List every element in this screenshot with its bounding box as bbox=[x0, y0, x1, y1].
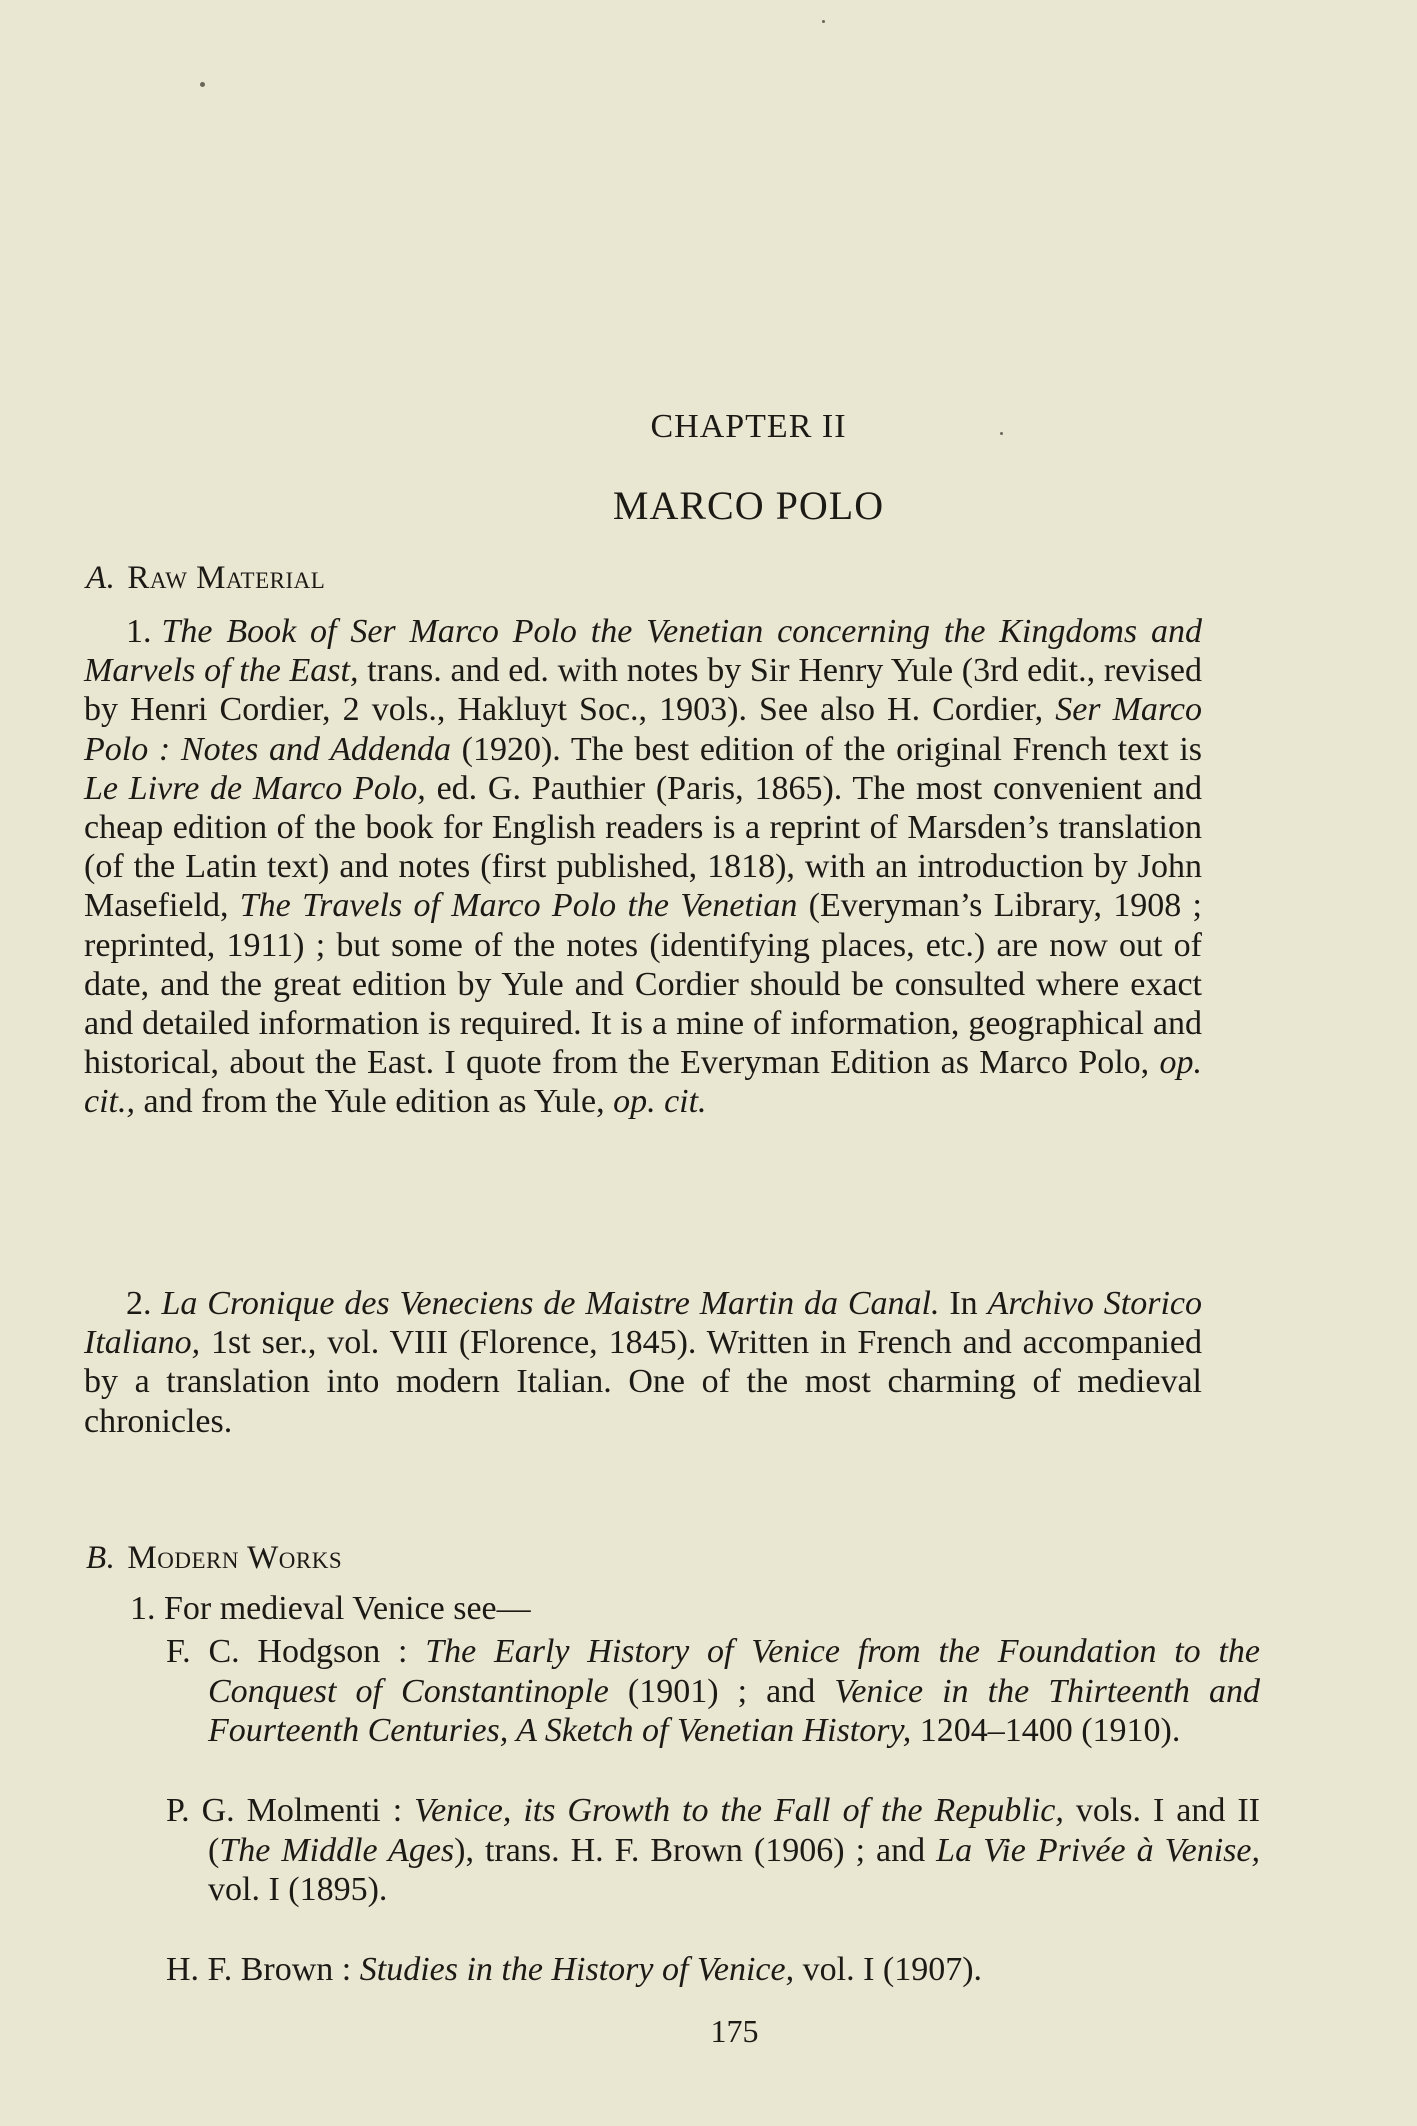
modern-works-subheading: 1. For medieval Venice see— bbox=[130, 1590, 531, 1627]
section-b-heading bbox=[86, 1540, 342, 1577]
bibliography-entry-hodgson bbox=[166, 1632, 1260, 1751]
entry-text: vol. I (1895). bbox=[208, 1871, 388, 1908]
entry-text: vols. I and II ( bbox=[208, 1792, 1260, 1869]
book-title: Studies in the History of Venice, bbox=[359, 1951, 795, 1988]
book-title: La Cronique des Veneciens de Maistre Martin da Canal. bbox=[161, 1285, 940, 1322]
book-title: Venice, its Growth to the Fall of the Republic, bbox=[414, 1792, 1064, 1829]
entry-text: ), trans. H. F. Brown (1906) ; and bbox=[454, 1831, 937, 1869]
item-number: 2. bbox=[126, 1285, 152, 1322]
item-number: 1. bbox=[126, 613, 152, 650]
item-text: (1920). The best edition of the original French text is bbox=[450, 730, 1203, 768]
author-name: P. G. Molmenti : bbox=[166, 1792, 415, 1829]
book-title: La Vie Privée à Venise, bbox=[936, 1831, 1260, 1869]
citation-abbrev: op. cit. bbox=[613, 1083, 707, 1121]
entry-text: vol. I (1907). bbox=[794, 1951, 983, 1988]
book-title: The Middle Ages bbox=[219, 1831, 455, 1869]
item-text: (Everyman’s Library, 1908 ; reprinted, 1911) ; but some of the notes (identifying places, etc.) are now out of date, and the great edition by Yule and Cordier should be consulted where exact and detailed information is required. It is a mine of information, geographical and historical, about the East. I quote from the Everyman Edition as Marco Polo, bbox=[84, 887, 1202, 1082]
section-a-letter: A. bbox=[86, 560, 116, 596]
bibliography-entry-brown bbox=[166, 1950, 1260, 1990]
citation-abbrev: op. cit., bbox=[84, 1044, 1202, 1121]
author-name: F. C. Hodgson : bbox=[166, 1633, 426, 1670]
item-text: In bbox=[939, 1285, 988, 1322]
raw-material-item-2 bbox=[84, 1284, 1202, 1441]
journal-title: Archivo Storico Italiano, bbox=[84, 1285, 1202, 1362]
paper-speck bbox=[200, 82, 205, 87]
paper-speck bbox=[822, 20, 825, 23]
page-number: 175 bbox=[710, 2013, 759, 2049]
book-title: The Book of Ser Marco Polo the Venetian concerning the Kingdoms and Marvels of the East, bbox=[84, 613, 1202, 690]
section-a-heading bbox=[86, 560, 325, 597]
book-title: The Travels of Marco Polo the Venetian bbox=[239, 887, 798, 925]
book-title: Ser Marco Polo : Notes and Addenda bbox=[84, 691, 1202, 768]
book-title: Le Livre de Marco Polo, bbox=[84, 769, 426, 807]
entry-text: (1901) ; and bbox=[608, 1672, 835, 1710]
section-b-title: Modern Works bbox=[127, 1540, 343, 1576]
section-a-title: Raw Material bbox=[127, 560, 326, 596]
entry-text: 1204–1400 (1910). bbox=[911, 1712, 1181, 1749]
author-name: H. F. Brown : bbox=[166, 1951, 360, 1988]
chapter-title: MARCO POLO bbox=[612, 483, 885, 528]
raw-material-item-1 bbox=[84, 612, 1202, 1122]
chapter-label: CHAPTER II bbox=[650, 408, 847, 445]
book-title: Venice in the Thirteenth and Fourteenth Centuries, A Sketch of Venetian History, bbox=[208, 1672, 1260, 1749]
item-text: 1st ser., vol. VIII (Florence, 1845). Written in French and accompanied by a translation into modern Italian. One of the most charming of medieval chronicles. bbox=[84, 1324, 1202, 1440]
bibliography-entry-molmenti bbox=[166, 1791, 1260, 1910]
book-title: The Early History of Venice from the Foundation to the Conquest of Constantinople bbox=[208, 1633, 1260, 1710]
item-text: ed. G. Pauthier (Paris, 1865). The most convenient and cheap edition of the book for English readers is a reprint of Marsden’s translation (of the Latin text) and notes (first published, 1818), with an introduction by John Masefield, bbox=[84, 769, 1202, 925]
item-text: and from the Yule edition as Yule, bbox=[134, 1083, 614, 1121]
section-b-letter: B. bbox=[86, 1540, 116, 1576]
item-text: trans. and ed. with notes by Sir Henry Yule (3rd edit., revised by Henri Cordier, 2 vols., Hakluyt Soc., 1903). See also H. Cordier, bbox=[84, 652, 1202, 729]
